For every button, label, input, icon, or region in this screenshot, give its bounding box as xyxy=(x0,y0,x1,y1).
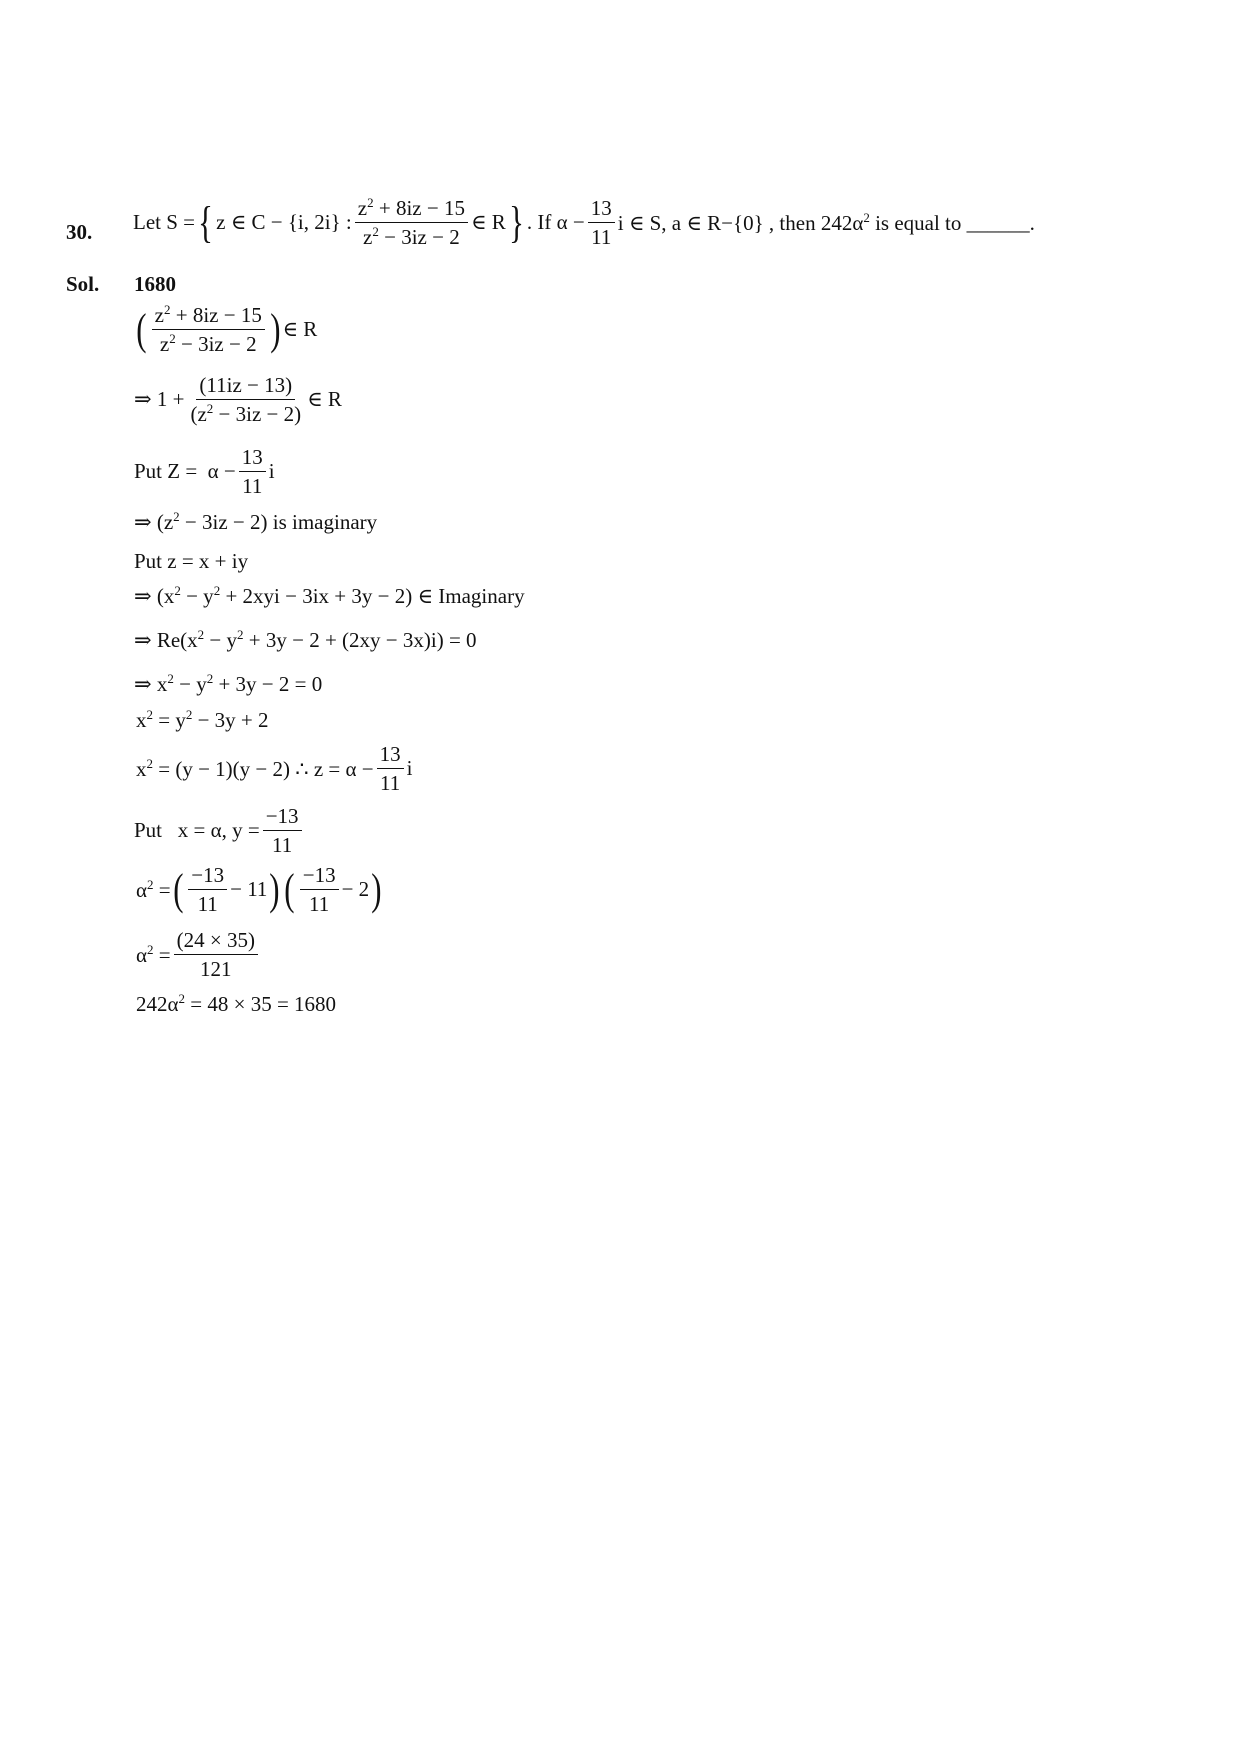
step-10-numerator: 13 xyxy=(377,742,404,769)
step-13-numerator: (24 × 35) xyxy=(174,928,258,955)
question-alpha-fraction xyxy=(588,196,615,249)
solution-step-3 xyxy=(134,445,275,498)
solution-step-1 xyxy=(134,303,317,356)
question-fraction xyxy=(355,196,468,249)
solution-step-4: ⇒ $(z^2 - 3iz - 2)$ is imaginary xyxy=(134,509,378,534)
step-12-f2-denominator: 11 xyxy=(309,892,330,917)
step-11-numerator: −13 xyxy=(263,804,302,831)
solution-label: Sol. xyxy=(66,272,100,296)
question-let: Let S = xyxy=(133,210,196,235)
brace-close: } xyxy=(508,197,524,247)
question-alpha-denominator: 11 xyxy=(591,225,612,250)
question-text xyxy=(133,196,1035,249)
step-3-tail: i xyxy=(268,459,275,484)
solution-answer: 1680 xyxy=(134,272,176,296)
question-fraction-denominator: $z^2 - 3iz - 2$ xyxy=(363,224,460,250)
solution-step-12 xyxy=(136,863,384,916)
step-12-mid: − 11 xyxy=(230,877,268,902)
solution-step-13 xyxy=(136,928,261,981)
step-1-numerator: $z^2 + 8iz - 15$ xyxy=(152,303,265,330)
step-10-denominator: 11 xyxy=(380,771,401,796)
solution-step-6: ⇒ $(x^2 - y^2 + 2xyi - 3ix + 3y - 2)$ ∈ Imaginary xyxy=(134,583,525,608)
question-condition: i ∈ S, a ∈ R−{0} , then $242\alpha^2$ is equal to ______. xyxy=(617,209,1035,235)
brace-open: { xyxy=(198,197,213,247)
step-13-denominator: 121 xyxy=(200,957,232,982)
step-12-f2-numerator: −13 xyxy=(300,863,339,890)
paren-close: ) xyxy=(371,864,382,914)
step-13-fraction xyxy=(174,928,258,981)
step-11-fraction xyxy=(263,804,302,857)
paren-close: ) xyxy=(269,864,280,914)
step-11-pre: Put x = α, y = xyxy=(134,818,260,843)
step-2-numerator: (11iz − 13) xyxy=(196,373,295,400)
paren-close: ) xyxy=(270,304,281,354)
step-12-f1-denominator: 11 xyxy=(197,892,218,917)
step-3-pre: Put Z = α − xyxy=(134,459,236,484)
step-12-pre: $\alpha^2$ = xyxy=(136,876,171,902)
step-2-denominator: $(z^2 - 3iz - 2)$ xyxy=(190,401,302,427)
step-1-denominator: $z^2 - 3iz - 2$ xyxy=(159,331,257,357)
paren-open: ( xyxy=(136,304,147,354)
step-1-tail: ∈ R xyxy=(282,317,318,342)
step-13-pre: $\alpha^2$ = xyxy=(136,941,171,967)
step-11-denominator: 11 xyxy=(272,833,293,858)
paren-open: ( xyxy=(284,864,295,914)
solution-step-7: ⇒ $Re(x^2 - y^2 + 3y - 2 + (2xy - 3x)i) = 0$ xyxy=(134,627,477,652)
question-in-r: ∈ R xyxy=(470,210,506,235)
solution-step-8: ⇒ $x^2 - y^2 + 3y - 2 = 0$ xyxy=(134,671,323,696)
step-12-fraction-2 xyxy=(300,863,339,916)
solution-step-10 xyxy=(136,742,412,795)
step-12-f1-numerator: −13 xyxy=(188,863,227,890)
question-fraction-numerator: $z^2 + 8iz - 15$ xyxy=(355,196,468,223)
step-2-tail: ∈ R xyxy=(307,387,342,412)
question-set-start: z ∈ C − {i, 2i} : xyxy=(216,210,352,235)
step-3-numerator: 13 xyxy=(239,445,266,472)
step-12-tail: − 2 xyxy=(341,877,370,902)
solution-step-5: Put z = x + iy xyxy=(134,549,249,573)
step-12-fraction-1 xyxy=(188,863,227,916)
step-2-fraction xyxy=(187,373,304,426)
question-alpha-numerator: 13 xyxy=(588,196,615,223)
solution-step-11 xyxy=(134,804,305,857)
question-number: 30. xyxy=(66,220,93,244)
paren-open: ( xyxy=(172,864,184,914)
step-1-fraction xyxy=(152,303,265,356)
question-if: . If α − xyxy=(526,210,585,235)
step-10-tail: i xyxy=(406,756,413,781)
step-10-pre: $x^2 = (y - 1)(y - 2)$ ∴ z = α − xyxy=(136,755,374,781)
solution-step-9: $x^2 = y^2 - 3y + 2$ xyxy=(136,707,269,732)
solution-step-2 xyxy=(134,373,342,426)
step-10-fraction xyxy=(377,742,404,795)
solution-step-14: $242\alpha^2 = 48 \times 35 = 1680$ xyxy=(136,991,337,1016)
step-3-denominator: 11 xyxy=(242,474,263,499)
step-3-fraction xyxy=(239,445,266,498)
step-2-pre: ⇒ 1 + xyxy=(134,387,185,412)
